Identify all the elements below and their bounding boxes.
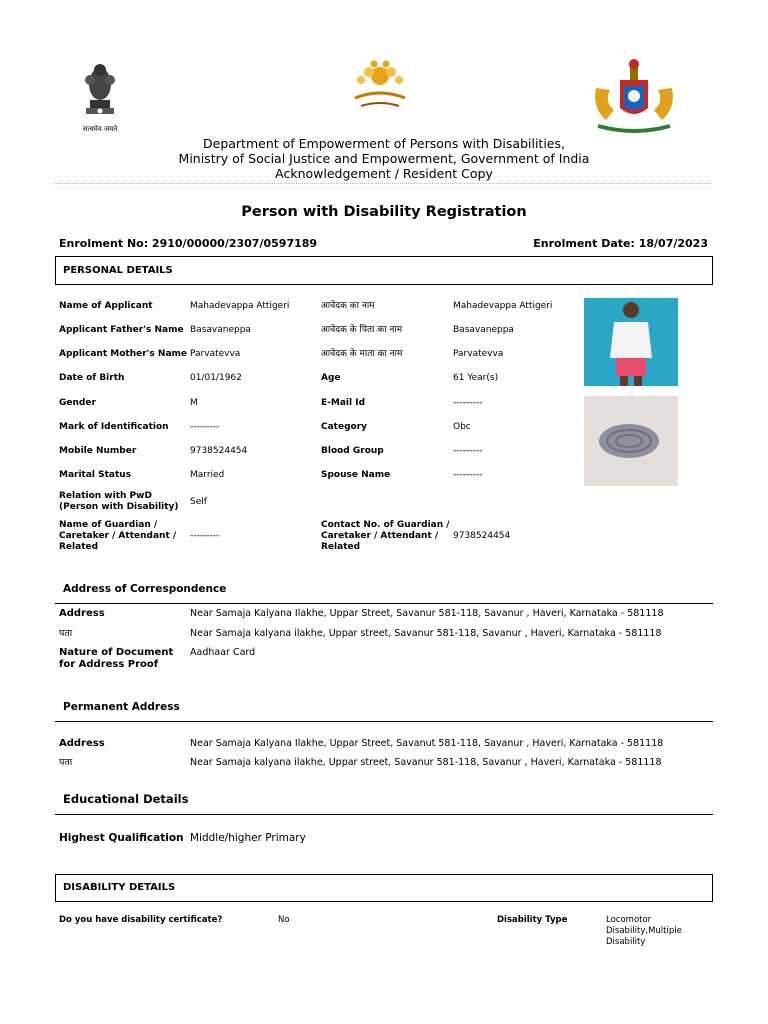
category-label: Category — [321, 422, 368, 432]
mobile-value: 9738524454 — [190, 446, 248, 456]
applicant-photo — [584, 298, 678, 386]
name-label: Name of Applicant — [59, 301, 153, 311]
swavalamban-logo — [345, 58, 415, 118]
email-label: E-Mail Id — [321, 398, 366, 408]
relation-value: Self — [190, 497, 207, 507]
category-value: Obc — [453, 422, 471, 432]
blood-label: Blood Group — [321, 446, 384, 456]
age-value: 61 Year(s) — [453, 373, 499, 383]
blood-value: --------- — [453, 446, 483, 456]
corr-address-value: Near Samaja Kalyana Ilakhe, Uppar Street, Savanur 581-118, Savanur , Haveri, Karnataka - 581118 — [190, 608, 664, 619]
spouse-label: Spouse Name — [321, 470, 391, 480]
permanent-rule — [55, 721, 713, 722]
permanent-heading: Permanent Address — [63, 701, 180, 713]
dob-label: Date of Birth — [59, 373, 125, 383]
mark-label: Mark of Identification — [59, 422, 169, 432]
enrolment-number: Enrolment No: 2910/00000/2307/0597189 — [59, 237, 318, 250]
mother-label-hindi: आवेदक के माता का नाम — [321, 349, 403, 359]
page-title: Person with Disability Registration — [241, 204, 527, 220]
header-copy-type: Acknowledgement / Resident Copy — [275, 166, 493, 181]
corr-address-label: Address — [59, 608, 105, 619]
perm-address-value-hindi: Near Samaja kalyana ilakhe, Uppar street, Savanur 581-118, Savanur , Haveri, Karnataka - 581118 — [190, 757, 662, 768]
header-divider-2 — [55, 187, 711, 188]
qualification-value: Middle/higher Primary — [190, 832, 306, 844]
india-emblem-logo — [76, 58, 124, 134]
corr-address-label-hindi: पता — [59, 628, 73, 639]
father-value-hindi: Basavaneppa — [453, 325, 514, 335]
address-proof-label — [59, 647, 173, 671]
relation-label — [59, 491, 179, 513]
guardian-label-line-1: Name of Guardian / — [59, 520, 158, 530]
correspondence-heading: Address of Correspondence — [63, 583, 227, 595]
correspondence-rule — [55, 603, 713, 604]
thumb-impression — [584, 396, 678, 486]
perm-address-value: Near Samaja Kalyana Ilakhe, Uppar Street, Savanut 581-118, Savanur , Haveri, Karnataka - 581118 — [190, 738, 664, 749]
father-label: Applicant Father's Name — [59, 325, 184, 335]
guardian-label-line-3: Related — [59, 542, 99, 552]
disability-details-header — [55, 874, 713, 902]
address-proof-label-line-2: for Address Proof — [59, 659, 159, 670]
mother-value: Parvatevva — [190, 349, 241, 359]
father-label-hindi: आवेदक के पिता का नाम — [321, 325, 403, 335]
karnataka-emblem-logo — [590, 58, 678, 134]
mother-value-hindi: Parvatevva — [453, 349, 504, 359]
corr-address-value-hindi: Near Samaja kalyana ilakhe, Uppar street, Savanur 581-118, Savanur , Haveri, Karnataka - 581118 — [190, 628, 662, 639]
name-value: Mahadevappa Attigeri — [190, 301, 290, 311]
relation-label-line-2: (Person with Disability) — [59, 502, 179, 512]
contact-label-line-3: Related — [321, 542, 361, 552]
disability-type-line-2: Disability,Multiple — [606, 926, 682, 936]
qualification-label: Highest Qualification — [59, 832, 184, 844]
emblem-motto: सत्यमेव जयते — [82, 125, 118, 133]
guardian-label-line-2: Caretaker / Attendant / — [59, 531, 177, 541]
education-heading: Educational Details — [63, 792, 189, 806]
marital-value: Married — [190, 470, 225, 480]
gender-value: M — [190, 398, 198, 408]
education-rule — [55, 814, 713, 815]
header-divider — [55, 183, 711, 184]
spouse-value: --------- — [453, 470, 483, 480]
mother-label: Applicant Mother's Name — [59, 349, 187, 359]
mark-value: --------- — [190, 422, 220, 432]
disability-type-label: Disability Type — [497, 915, 568, 925]
personal-details-title: PERSONAL DETAILS — [63, 265, 173, 276]
mobile-label: Mobile Number — [59, 446, 137, 456]
enrolment-date: Enrolment Date: 18/07/2023 — [533, 237, 708, 250]
relation-label-line-1: Relation with PwD — [59, 491, 152, 501]
marital-label: Marital Status — [59, 470, 132, 480]
disability-type-line-3: Disability — [606, 937, 646, 947]
disability-type-value — [606, 915, 682, 948]
certificate-label: Do you have disability certificate? — [59, 915, 223, 925]
perm-address-label-hindi: पता — [59, 757, 73, 768]
disability-type-line-1: Locomotor — [606, 915, 652, 925]
contact-label — [321, 520, 450, 553]
certificate-value: No — [278, 915, 290, 925]
personal-details-header — [55, 256, 713, 285]
email-value: --------- — [453, 398, 483, 408]
name-value-hindi: Mahadevappa Attigeri — [453, 301, 553, 311]
disability-details-title: DISABILITY DETAILS — [63, 882, 176, 893]
perm-address-label: Address — [59, 738, 105, 749]
contact-label-line-2: Caretaker / Attendant / — [321, 531, 439, 541]
father-value: Basavaneppa — [190, 325, 251, 335]
age-label: Age — [321, 373, 341, 383]
address-proof-label-line-1: Nature of Document — [59, 647, 174, 658]
contact-label-line-1: Contact No. of Guardian / — [321, 520, 450, 530]
header-department: Department of Empowerment of Persons with Disabilities, — [203, 136, 565, 151]
dob-value: 01/01/1962 — [190, 373, 242, 383]
gender-label: Gender — [59, 398, 96, 408]
name-label-hindi: आवेदक का नाम — [321, 301, 375, 311]
guardian-label — [59, 520, 176, 553]
guardian-value: --------- — [190, 531, 220, 541]
contact-value: 9738524454 — [453, 531, 511, 541]
header-ministry: Ministry of Social Justice and Empowerment, Government of India — [178, 151, 590, 166]
address-proof-value: Aadhaar Card — [190, 647, 256, 658]
